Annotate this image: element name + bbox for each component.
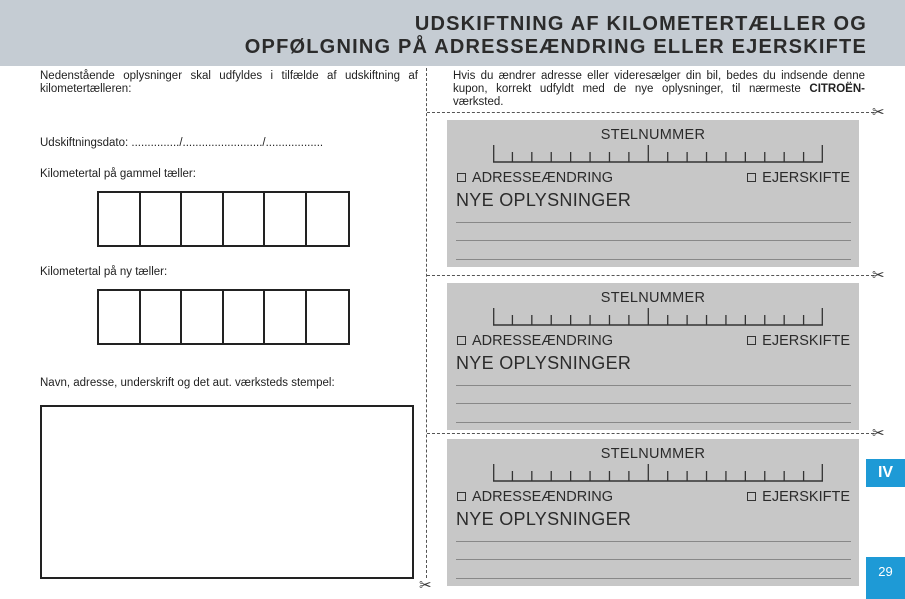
owner-change-label: EJERSKIFTE xyxy=(762,170,850,186)
new-info-label: NYE OPLYSNINGER xyxy=(456,190,632,210)
coupon-2 xyxy=(447,283,859,430)
write-line[interactable] xyxy=(456,240,851,241)
workshop-stamp-box[interactable] xyxy=(40,405,414,579)
checkbox-icon[interactable] xyxy=(457,492,466,501)
checkbox-icon[interactable] xyxy=(747,173,756,182)
write-line[interactable] xyxy=(456,222,851,223)
scissors-icon: ✂ xyxy=(872,267,885,284)
digit-box[interactable] xyxy=(307,193,349,245)
checkbox-icon[interactable] xyxy=(747,492,756,501)
new-info-label: NYE OPLYSNINGER xyxy=(456,353,632,373)
write-line[interactable] xyxy=(456,541,851,542)
workshop-stamp-label: Navn, adresse, underskrift og det aut. værksteds stempel: xyxy=(40,377,335,389)
address-change-label: ADRESSEÆNDRING xyxy=(472,333,613,349)
address-change-option[interactable] xyxy=(457,489,613,505)
digit-box[interactable] xyxy=(224,193,266,245)
write-line[interactable] xyxy=(456,559,851,560)
page-header xyxy=(0,0,905,66)
odometer-intro-text: Nedenstående oplysninger skal udfyldes i tilfælde af udskiftning af kilometertælleren: xyxy=(40,70,418,95)
old-counter-label: Kilometertal på gammel tæller: xyxy=(40,168,196,180)
cut-line xyxy=(427,275,874,276)
checkbox-icon[interactable] xyxy=(457,336,466,345)
new-counter-boxes[interactable] xyxy=(97,289,350,345)
new-info-label: NYE OPLYSNINGER xyxy=(456,509,632,529)
cut-line xyxy=(427,433,874,434)
write-line[interactable] xyxy=(456,385,851,386)
digit-box[interactable] xyxy=(182,193,224,245)
digit-box[interactable] xyxy=(182,291,224,343)
address-change-option[interactable] xyxy=(457,170,613,186)
checkbox-icon[interactable] xyxy=(747,336,756,345)
owner-change-option[interactable] xyxy=(747,170,850,186)
address-change-option[interactable] xyxy=(457,333,613,349)
owner-change-label: EJERSKIFTE xyxy=(762,489,850,505)
stelnummer-label: STELNUMMER xyxy=(600,127,706,143)
vin-ruler[interactable] xyxy=(493,464,823,482)
coupon-instructions xyxy=(453,70,865,109)
owner-change-option[interactable] xyxy=(747,333,850,349)
digit-box[interactable] xyxy=(265,291,307,343)
title-line-2: OPFØLGNING PÅ ADRESSEÆNDRING ELLER EJERSKIFTE xyxy=(244,36,867,58)
digit-box[interactable] xyxy=(265,193,307,245)
coupon-1 xyxy=(447,120,859,267)
digit-box[interactable] xyxy=(224,291,266,343)
owner-change-option[interactable] xyxy=(747,489,850,505)
title-line-1: UDSKIFTNING AF KILOMETERTÆLLER OG xyxy=(414,13,867,35)
vertical-cut-line xyxy=(426,68,427,578)
citroen-brand: CITROËN- xyxy=(809,83,865,95)
coupon-3 xyxy=(447,439,859,586)
page-title xyxy=(245,13,867,59)
digit-box[interactable] xyxy=(141,291,183,343)
digit-box[interactable] xyxy=(99,291,141,343)
write-line[interactable] xyxy=(456,259,851,260)
new-counter-label: Kilometertal på ny tæller: xyxy=(40,266,168,278)
owner-change-label: EJERSKIFTE xyxy=(762,333,850,349)
digit-box[interactable] xyxy=(141,193,183,245)
vin-ruler[interactable] xyxy=(493,308,823,326)
write-line[interactable] xyxy=(456,578,851,579)
replacement-date-field[interactable]: Udskiftningsdato: .............../........................./.................. xyxy=(40,137,324,149)
checkbox-icon[interactable] xyxy=(457,173,466,182)
vin-ruler[interactable] xyxy=(493,145,823,163)
digit-box[interactable] xyxy=(307,291,349,343)
page-number: 29 xyxy=(866,557,905,599)
scissors-icon: ✂ xyxy=(872,104,885,121)
address-change-label: ADRESSEÆNDRING xyxy=(472,170,613,186)
old-counter-boxes[interactable] xyxy=(97,191,350,247)
write-line[interactable] xyxy=(456,403,851,404)
coupon-instructions-text: Hvis du ændrer adresse eller videresælger din bil, bedes du indsende denne kupon, korrekt udfyldt med de nye oplysninger, til nærmeste xyxy=(453,70,865,95)
cut-line xyxy=(427,112,874,113)
digit-box[interactable] xyxy=(99,193,141,245)
section-tab: IV xyxy=(866,459,905,487)
address-change-label: ADRESSEÆNDRING xyxy=(472,489,613,505)
scissors-icon: ✂ xyxy=(872,425,885,442)
coupon-instructions-end: værksted. xyxy=(453,96,504,108)
write-line[interactable] xyxy=(456,422,851,423)
stelnummer-label: STELNUMMER xyxy=(600,290,706,306)
stelnummer-label: STELNUMMER xyxy=(600,446,706,462)
scissors-icon: ✂ xyxy=(419,577,432,594)
